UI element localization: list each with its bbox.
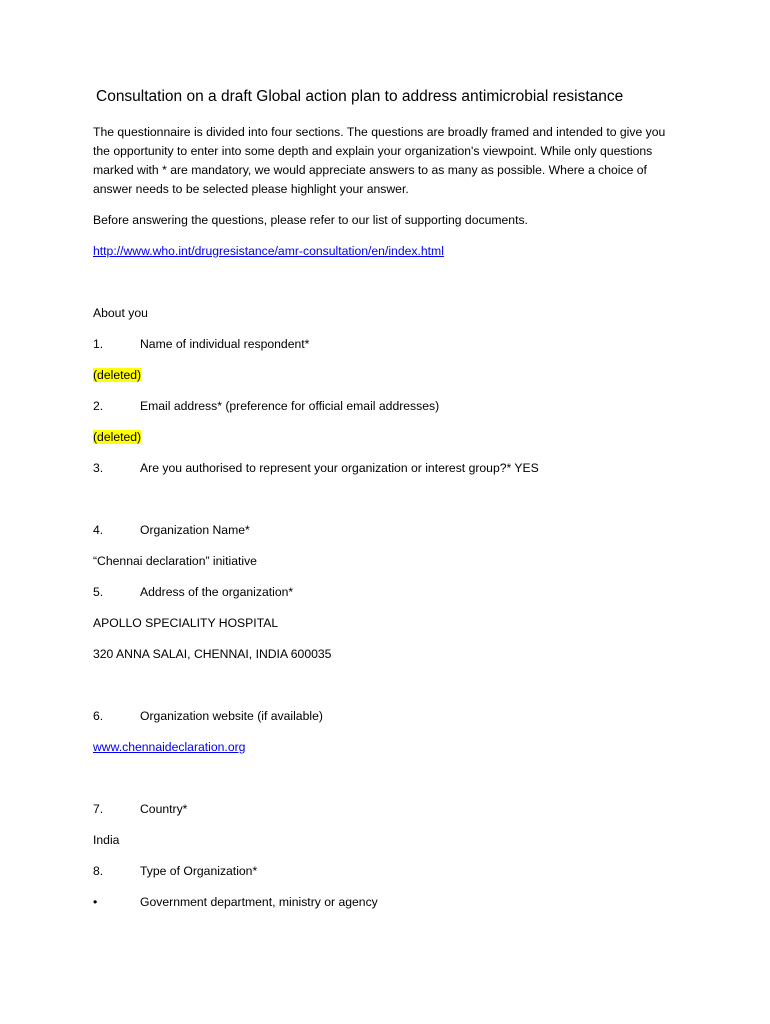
- document-title: Consultation on a draft Global action plan to address antimicrobial resistance: [96, 88, 624, 105]
- question-number: 8.: [93, 864, 104, 878]
- question-number: 4.: [93, 523, 104, 537]
- answer-text: India: [93, 833, 120, 847]
- question-number: 5.: [93, 585, 104, 599]
- question-number: 1.: [93, 337, 104, 351]
- redacted-answer: (deleted): [93, 430, 142, 444]
- question-text: Country*: [140, 802, 188, 816]
- supporting-docs-link[interactable]: http://www.who.int/drugresistance/amr-consultation/en/index.html: [93, 244, 444, 258]
- website-link[interactable]: www.chennaideclaration.org: [93, 740, 246, 754]
- answer-text: “Chennai declaration” initiative: [93, 554, 257, 568]
- question-number: 2.: [93, 399, 104, 413]
- question-text: Organization Name*: [140, 523, 250, 537]
- supporting-docs-text: Before answering the questions, please refer to our list of supporting documents.: [93, 213, 528, 227]
- intro-paragraph: The questionnaire is divided into four sections. The questions are broadly framed and intended to give you the opportunity to enter into some depth and explain your organization's viewpoint. While only questions marked with * are mandatory, we would appreciate answers to as many as possible. Where a choice of answer needs to be selected please highlight your answer.: [93, 125, 666, 196]
- bullet-icon: •: [93, 895, 98, 909]
- section-heading: About you: [93, 306, 148, 320]
- question-text: Email address* (preference for official email addresses): [140, 399, 440, 413]
- option-text: Government department, ministry or agency: [140, 895, 378, 909]
- answer-text: 320 ANNA SALAI, CHENNAI, INDIA 600035: [93, 647, 332, 661]
- question-text: Name of individual respondent*: [140, 337, 310, 351]
- question-text: Type of Organization*: [140, 864, 258, 878]
- question-number: 7.: [93, 802, 104, 816]
- question-number: 6.: [93, 709, 104, 723]
- question-text: Organization website (if available): [140, 709, 323, 723]
- question-text: Are you authorised to represent your organization or interest group?* YES: [140, 461, 539, 475]
- question-text: Address of the organization*: [140, 585, 294, 599]
- redacted-answer: (deleted): [93, 368, 142, 382]
- answer-text: APOLLO SPECIALITY HOSPITAL: [93, 616, 279, 630]
- question-number: 3.: [93, 461, 104, 475]
